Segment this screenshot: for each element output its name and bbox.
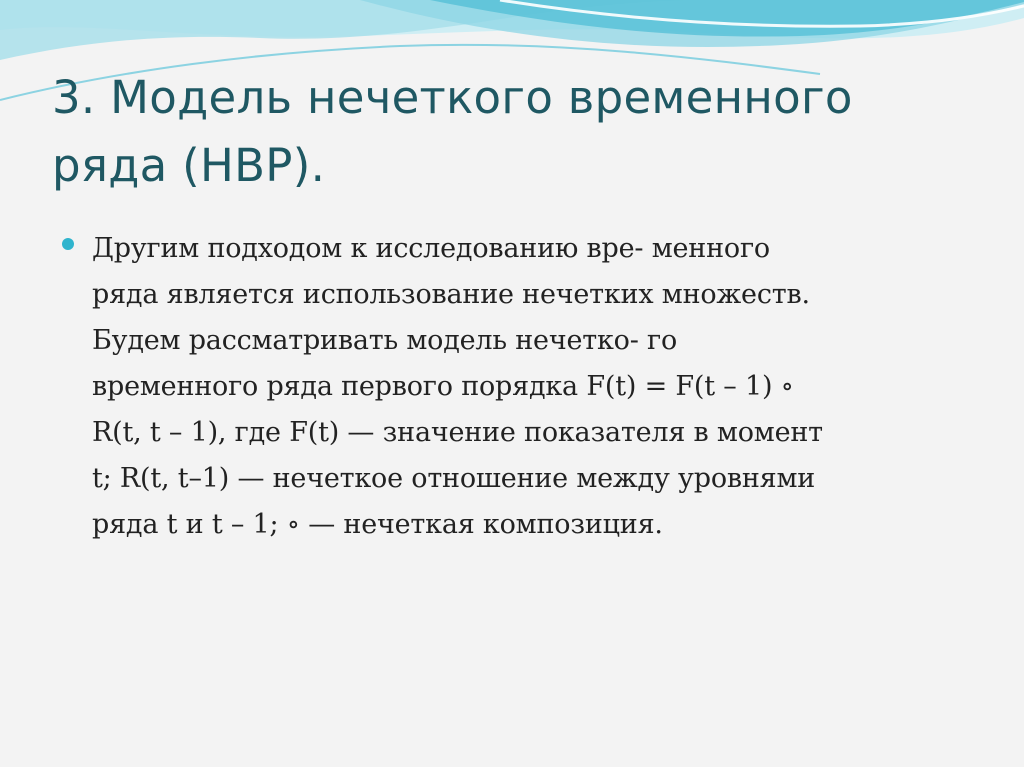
- bullet-list: [60, 226, 960, 548]
- text-line: временного ряда первого порядка F(t) = F(t – 1) ∘: [92, 371, 794, 402]
- bullet-item: [60, 226, 960, 548]
- text-line: Другим подходом к исследованию вре- менного: [92, 233, 770, 264]
- text-line: ряда t и t – 1; ∘ — нечеткая композиция.: [92, 509, 663, 540]
- bullet-text: [92, 226, 960, 548]
- bullet-dot-icon: [62, 238, 74, 250]
- title-line: ряда (НВР).: [52, 139, 326, 192]
- text-line: Будем рассматривать модель нечетко- го: [92, 325, 678, 356]
- title-line: 3. Модель нечеткого временного: [52, 71, 853, 124]
- text-line: R(t, t – 1), где F(t) — значение показателя в момент: [92, 417, 823, 448]
- slide-title: [52, 64, 982, 200]
- text-line: t; R(t, t–1) — нечеткое отношение между уровнями: [92, 463, 816, 494]
- text-line: ряда является использование нечетких множеств.: [92, 279, 810, 310]
